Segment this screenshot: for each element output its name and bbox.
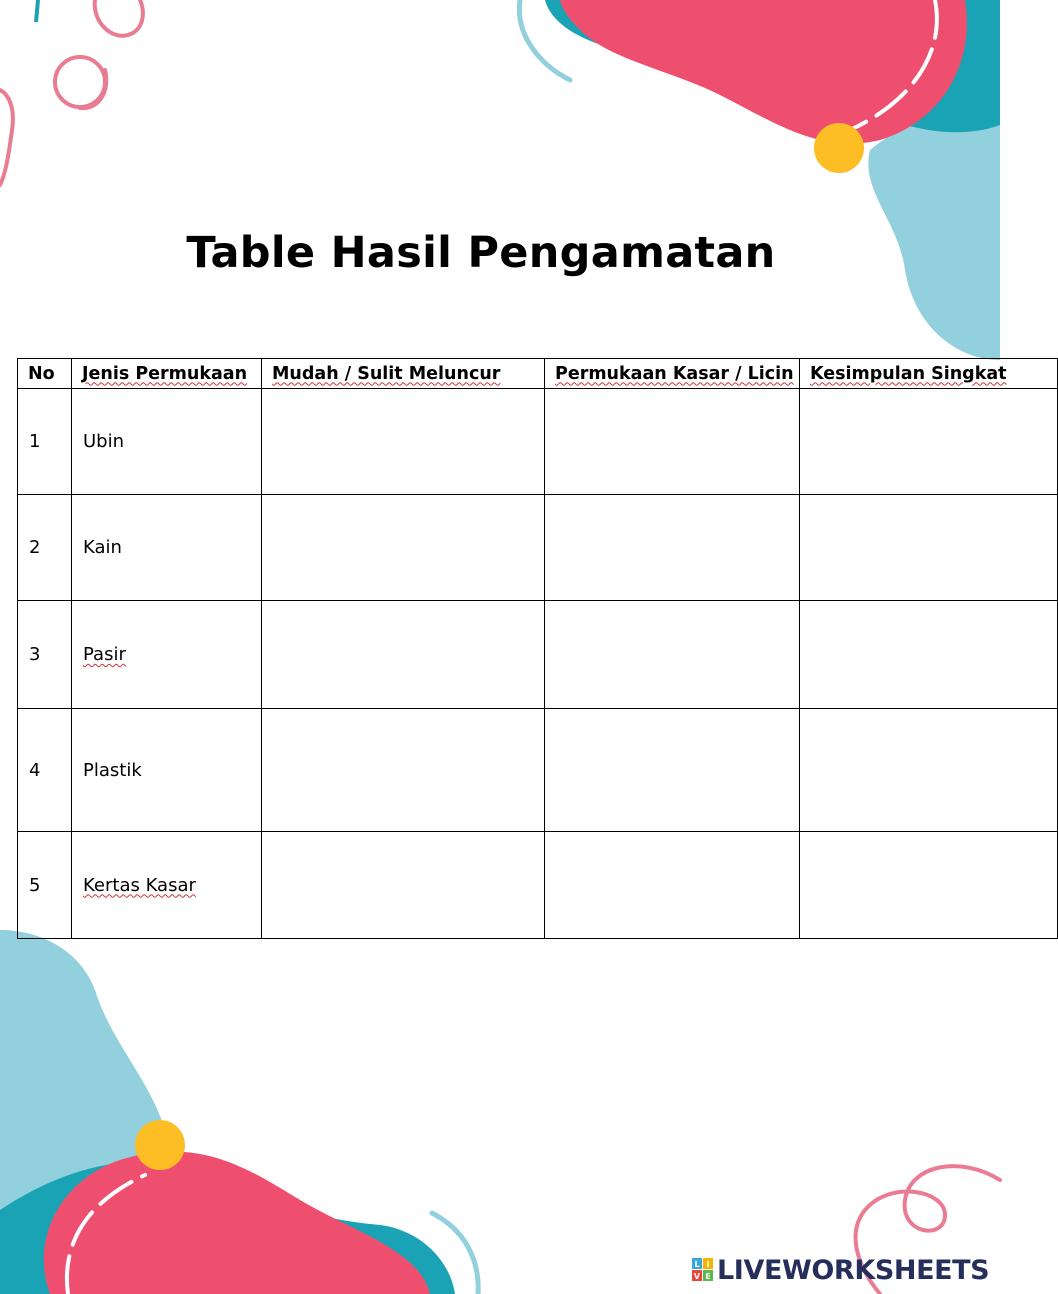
header-conclusion [800,359,1058,389]
table-row [18,495,1058,601]
cell-surface: Kain [72,495,262,601]
cell-no: 5 [18,832,72,939]
cell-surface-text: Pasir [83,644,126,665]
header-conclusion-text: Kesimpulan Singkat [810,363,1007,384]
table-header-row [18,359,1058,389]
top-yellow-dot [814,123,864,173]
bottom-left-dashed-line [67,1175,145,1294]
answer-cell-roughness[interactable] [545,495,800,601]
observation-table-container [17,358,1007,936]
logo-text: LIVEWORKSHEETS [717,1254,990,1286]
table-row [18,389,1058,495]
page-title: Table Hasil Pengamatan [186,228,776,278]
answer-cell-conclusion[interactable] [800,389,1058,495]
answer-cell-slide-ease[interactable] [262,709,545,832]
cell-no: 1 [18,389,72,495]
header-slide-ease-text: Mudah / Sulit Meluncur [272,363,501,384]
cell-surface [72,832,262,939]
answer-cell-conclusion[interactable] [800,832,1058,939]
bottom-arc-line [432,1213,478,1294]
table-row [18,709,1058,832]
header-roughness [545,359,800,389]
answer-cell-conclusion[interactable] [800,495,1058,601]
svg-text:E: E [705,1272,711,1281]
top-right-dashed-line [850,0,937,130]
header-slide-ease [262,359,545,389]
answer-cell-roughness[interactable] [545,709,800,832]
top-arc-line [519,0,570,80]
answer-cell-slide-ease[interactable] [262,601,545,709]
cell-no: 3 [18,601,72,709]
header-no: No [18,359,72,389]
observation-table [17,358,1058,939]
bottom-left-light-blue-blob [0,930,165,1210]
answer-cell-roughness[interactable] [545,389,800,495]
bottom-left-teal-blob [0,1162,455,1294]
cell-surface [72,601,262,709]
answer-cell-roughness[interactable] [545,832,800,939]
header-surface-type [72,359,262,389]
svg-text:L: L [694,1260,700,1269]
table-row [18,601,1058,709]
cell-no: 4 [18,709,72,832]
header-surface-type-text: Jenis Permukaan [82,363,248,384]
liveworksheets-logo [692,1253,989,1287]
answer-cell-slide-ease[interactable] [262,495,545,601]
answer-cell-slide-ease[interactable] [262,832,545,939]
answer-cell-roughness[interactable] [545,601,800,709]
svg-text:V: V [693,1272,701,1281]
svg-text:I: I [706,1260,710,1269]
bottom-left-pink-blob [44,1151,430,1294]
answer-cell-conclusion[interactable] [800,709,1058,832]
cell-surface: Ubin [72,389,262,495]
liveworksheets-mark-icon [692,1258,714,1282]
top-left-scribble [0,0,143,185]
cell-surface-text: Kertas Kasar [83,874,196,896]
header-roughness-text: Permukaan Kasar / Licin [555,363,794,384]
table-row [18,832,1058,939]
top-left-teal-stroke [36,0,38,22]
top-right-pink-blob [560,0,967,144]
answer-cell-conclusion[interactable] [800,601,1058,709]
cell-no: 2 [18,495,72,601]
top-right-teal-blob [545,0,1000,132]
answer-cell-slide-ease[interactable] [262,389,545,495]
cell-surface: Plastik [72,709,262,832]
bottom-yellow-dot [135,1120,185,1170]
